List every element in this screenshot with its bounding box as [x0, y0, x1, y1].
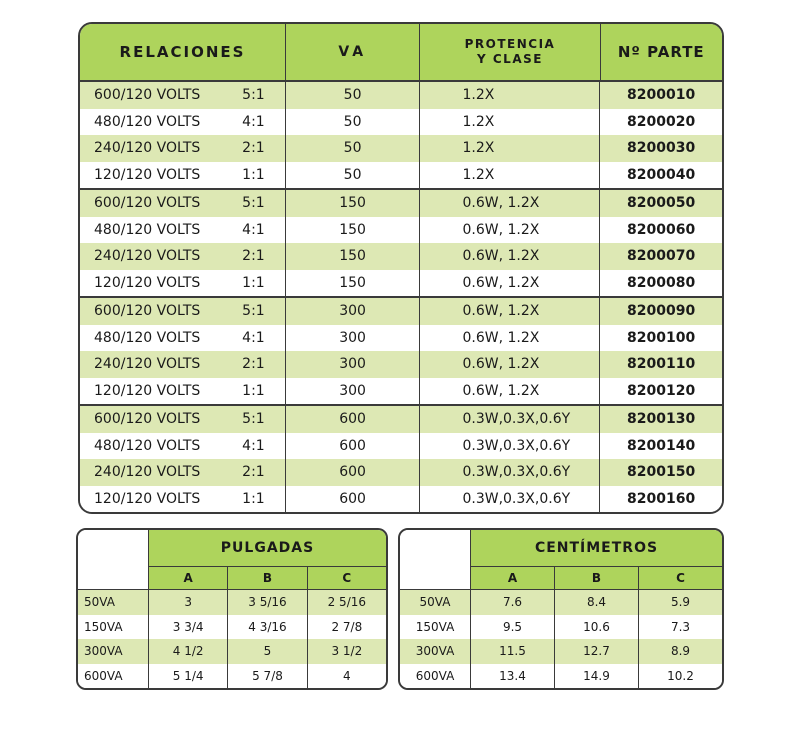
cell-va: 600	[286, 486, 421, 513]
cell-ratio: 5:1	[242, 87, 265, 104]
dimension-value: 5 1/4	[172, 668, 204, 683]
row-label: 50VA	[78, 590, 148, 615]
table-row	[80, 135, 722, 162]
dimension-value: 9.5	[502, 619, 523, 634]
table-row	[80, 270, 722, 297]
cell-volts: 600/120 VOLTS	[94, 411, 201, 428]
cell-relacion	[80, 135, 286, 162]
table-row	[80, 162, 722, 189]
cell-parte: 8200100	[627, 329, 696, 346]
cell-clase: 0.6W, 1.2X	[420, 325, 600, 352]
cell-relacion	[80, 433, 286, 460]
cell-va: 300	[286, 378, 421, 405]
table-body	[80, 82, 722, 512]
cell-relacion	[80, 190, 286, 217]
dimension-value: 14.9	[554, 664, 638, 689]
row-labels	[78, 530, 149, 688]
cell-parte: 8200160	[627, 490, 696, 507]
column-letter: B	[554, 567, 638, 589]
table-header	[80, 24, 722, 82]
cell-ratio: 1:1	[242, 382, 265, 399]
cell-clase: 1.2X	[420, 109, 600, 136]
table-row	[80, 351, 722, 378]
header-va: VA	[286, 24, 420, 80]
cell-ratio: 1:1	[242, 274, 265, 291]
table-row	[80, 298, 722, 325]
dimension-value: 5.9	[638, 590, 722, 615]
cell-ratio: 2:1	[242, 248, 265, 265]
transformer-spec-table	[78, 22, 724, 514]
cell-parte: 8200010	[627, 87, 696, 104]
dimension-value: 12.7	[554, 639, 638, 664]
column-letters	[471, 567, 722, 590]
table-row	[80, 109, 722, 136]
cell-volts: 120/120 VOLTS	[94, 382, 201, 399]
dimension-value: 4 3/16	[227, 615, 306, 640]
table-row	[80, 190, 722, 217]
cell-volts: 480/120 VOLTS	[94, 113, 201, 130]
dimension-value: 2 7/8	[307, 615, 386, 640]
cell-parte: 8200140	[627, 437, 696, 454]
cell-va: 300	[286, 298, 421, 325]
dimension-value: 13.4	[499, 668, 526, 683]
cell-clase: 1.2X	[420, 82, 600, 109]
table-row	[471, 639, 722, 664]
dimension-value: 11.5	[499, 644, 526, 659]
cell-parte: 8200090	[627, 303, 696, 320]
cell-va: 150	[286, 243, 421, 270]
cell-va: 50	[286, 82, 421, 109]
dimension-columns	[471, 530, 722, 688]
row-label: 150VA	[78, 615, 148, 640]
table-row	[149, 615, 386, 640]
cell-ratio: 4:1	[242, 221, 265, 238]
row-group	[80, 298, 722, 406]
cell-ratio: 4:1	[242, 437, 265, 454]
dimension-columns	[149, 530, 386, 688]
dimension-value: 4	[307, 664, 386, 689]
cell-relacion	[80, 298, 286, 325]
dimension-value: 10.2	[638, 664, 722, 689]
cell-relacion	[80, 270, 286, 297]
cell-clase: 0.3W,0.3X,0.6Y	[420, 406, 600, 433]
cell-va: 300	[286, 351, 421, 378]
cell-clase: 0.6W, 1.2X	[420, 378, 600, 405]
header-proteccion	[420, 24, 600, 80]
cell-clase: 1.2X	[420, 162, 600, 189]
dimensions-cm-table	[398, 528, 724, 690]
cell-ratio: 4:1	[242, 329, 265, 346]
header-parte: Nº PARTE	[617, 43, 705, 61]
table-row	[80, 433, 722, 460]
table-row	[471, 664, 722, 689]
column-letter: C	[307, 567, 386, 589]
blank-corner	[400, 530, 470, 590]
dimension-title: PULGADAS	[149, 530, 386, 567]
table-row	[80, 406, 722, 433]
cell-volts: 600/120 VOLTS	[94, 87, 201, 104]
table-row	[80, 378, 722, 405]
dimension-value: 3 1/2	[307, 639, 386, 664]
cell-clase: 0.3W,0.3X,0.6Y	[420, 459, 600, 486]
cell-volts: 120/120 VOLTS	[94, 166, 201, 183]
cell-va: 150	[286, 190, 421, 217]
header-relaciones: RELACIONES	[80, 24, 286, 80]
cell-clase: 0.6W, 1.2X	[420, 298, 600, 325]
cell-relacion	[80, 82, 286, 109]
row-label: 300VA	[78, 639, 148, 664]
cell-parte: 8200130	[627, 411, 696, 428]
cell-va: 600	[286, 433, 421, 460]
cell-va: 300	[286, 325, 421, 352]
cell-parte: 8200150	[627, 464, 696, 481]
cell-va: 600	[286, 459, 421, 486]
cell-volts: 120/120 VOLTS	[94, 274, 201, 291]
cell-va: 50	[286, 109, 421, 136]
row-group	[80, 406, 722, 512]
header-proteccion-line1: PROTENCIA	[464, 37, 556, 51]
row-label: 600VA	[400, 664, 470, 689]
cell-ratio: 2:1	[242, 356, 265, 373]
dimension-value: 3 3/4	[172, 619, 204, 634]
cell-ratio: 5:1	[242, 195, 265, 212]
dimension-title: CENTÍMETROS	[471, 530, 722, 567]
table-row	[80, 486, 722, 513]
column-letter: C	[638, 567, 722, 589]
dimension-value: 8.9	[638, 639, 722, 664]
cell-parte: 8200070	[627, 248, 696, 265]
dimension-value: 2 5/16	[307, 590, 386, 615]
row-label: 600VA	[78, 664, 148, 689]
cell-relacion	[80, 406, 286, 433]
dimension-value: 4 1/2	[172, 644, 204, 659]
cell-clase: 0.6W, 1.2X	[420, 351, 600, 378]
row-group	[80, 190, 722, 298]
cell-ratio: 1:1	[242, 166, 265, 183]
cell-volts: 600/120 VOLTS	[94, 303, 201, 320]
table-row	[80, 325, 722, 352]
cell-relacion	[80, 109, 286, 136]
cell-parte: 8200120	[627, 382, 696, 399]
column-letter: B	[227, 567, 306, 589]
dimension-value: 7.3	[638, 615, 722, 640]
row-label: 300VA	[400, 639, 470, 664]
cell-relacion	[80, 378, 286, 405]
row-group	[80, 82, 722, 190]
table-row	[80, 243, 722, 270]
dimension-value: 3 5/16	[227, 590, 306, 615]
cell-va: 150	[286, 217, 421, 244]
cell-relacion	[80, 243, 286, 270]
cell-relacion	[80, 162, 286, 189]
cell-ratio: 1:1	[242, 490, 265, 507]
cell-va: 600	[286, 406, 421, 433]
cell-volts: 600/120 VOLTS	[94, 195, 201, 212]
cell-volts: 480/120 VOLTS	[94, 221, 201, 238]
column-letter: A	[507, 571, 518, 585]
cell-volts: 480/120 VOLTS	[94, 437, 201, 454]
cell-volts: 240/120 VOLTS	[94, 140, 201, 157]
cell-clase: 0.6W, 1.2X	[420, 190, 600, 217]
cell-clase: 1.2X	[420, 135, 600, 162]
cell-clase: 0.6W, 1.2X	[420, 243, 600, 270]
column-letters	[149, 567, 386, 590]
header-proteccion-line2: Y CLASE	[477, 52, 543, 66]
cell-parte: 8200040	[627, 166, 696, 183]
blank-corner	[78, 530, 148, 590]
dimension-value: 3	[184, 595, 192, 610]
table-row	[80, 217, 722, 244]
dimension-value: 5	[227, 639, 306, 664]
cell-ratio: 2:1	[242, 140, 265, 157]
table-row	[80, 459, 722, 486]
table-row	[149, 590, 386, 615]
cell-clase: 0.6W, 1.2X	[420, 217, 600, 244]
cell-clase: 0.3W,0.3X,0.6Y	[420, 486, 600, 513]
table-row	[80, 82, 722, 109]
cell-parte: 8200110	[627, 356, 696, 373]
dimensions-inches-table	[76, 528, 388, 690]
cell-parte: 8200030	[627, 140, 696, 157]
dimension-value: 7.6	[502, 595, 523, 610]
cell-ratio: 4:1	[242, 113, 265, 130]
cell-ratio: 5:1	[242, 303, 265, 320]
table-row	[149, 664, 386, 689]
cell-ratio: 2:1	[242, 464, 265, 481]
cell-ratio: 5:1	[242, 411, 265, 428]
dimension-value: 5 7/8	[227, 664, 306, 689]
cell-relacion	[80, 459, 286, 486]
table-row	[471, 615, 722, 640]
cell-clase: 0.3W,0.3X,0.6Y	[420, 433, 600, 460]
dimension-value: 10.6	[554, 615, 638, 640]
cell-relacion	[80, 351, 286, 378]
cell-relacion	[80, 325, 286, 352]
cell-parte: 8200080	[627, 274, 696, 291]
cell-volts: 240/120 VOLTS	[94, 356, 201, 373]
cell-volts: 240/120 VOLTS	[94, 464, 201, 481]
cell-parte: 8200050	[627, 195, 696, 212]
cell-volts: 240/120 VOLTS	[94, 248, 201, 265]
cell-relacion	[80, 486, 286, 513]
cell-volts: 120/120 VOLTS	[94, 490, 201, 507]
row-labels	[400, 530, 471, 688]
column-letter: A	[183, 571, 193, 585]
cell-va: 50	[286, 162, 421, 189]
cell-volts: 480/120 VOLTS	[94, 329, 201, 346]
row-label: 50VA	[400, 590, 470, 615]
cell-relacion	[80, 217, 286, 244]
row-label: 150VA	[400, 615, 470, 640]
dimension-value: 8.4	[554, 590, 638, 615]
cell-parte: 8200020	[627, 113, 696, 130]
cell-clase: 0.6W, 1.2X	[420, 270, 600, 297]
table-row	[149, 639, 386, 664]
cell-va: 50	[286, 135, 421, 162]
cell-parte: 8200060	[627, 221, 696, 238]
cell-va: 150	[286, 270, 421, 297]
table-row	[471, 590, 722, 615]
